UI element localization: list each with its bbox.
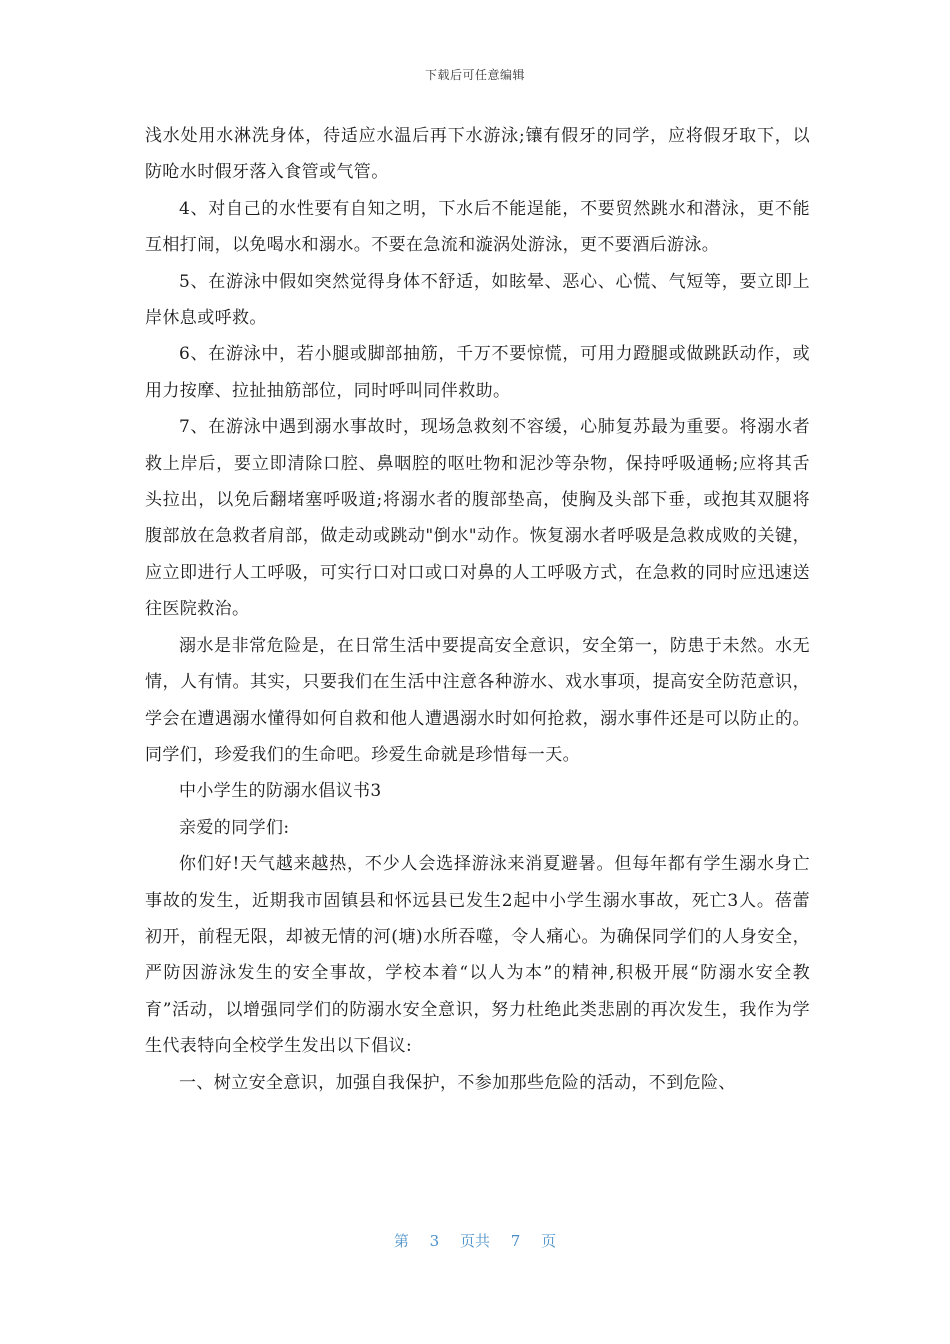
paragraph: 5、在游泳中假如突然觉得身体不舒适，如眩晕、恶心、心慌、气短等，要立即上岸休息或呼救。 [145,271,810,329]
paragraph: 6、在游泳中，若小腿或脚部抽筋，千万不要惊慌，可用力蹬腿或做跳跃动作，或用力按摩、拉扯抽筋部位，同时呼叫同伴救助。 [145,344,810,401]
header-note: 下载后可任意编辑 [424,68,525,82]
paragraph: 浅水处用水淋洗身体，待适应水温后再下水游泳;镶有假牙的同学，应将假牙取下，以防呛水时假牙落入食管或气管。 [145,126,810,183]
page-label-prefix: 第 [393,1232,409,1250]
paragraph: 7、在游泳中遇到溺水事故时，现场急救刻不容缓，心肺复苏最为重要。将溺水者救上岸后，要立即清除口腔、鼻咽腔的呕吐物和泥沙等杂物，保持呼吸通畅;应将其舌头拉出，以免后翻堵塞呼吸道;将溺水者的腹部垫高，使胸及头部下垂，或抱其双腿将腹部放在急救者肩部，做走动或跳动"倒水"动作。恢复溺水者呼吸是急救成败的关键，应立即进行人工呼吸，可实行口对口或口对鼻的人工呼吸方式，在急救的同时应迅速送往医院救治。 [145,417,810,620]
total-page-number: 7 [510,1232,521,1250]
document-body [145,118,810,1101]
current-page-number: 3 [429,1232,440,1250]
paragraph: 你们好!天气越来越热，不少人会选择游泳来消夏避暑。但每年都有学生溺水身亡事故的发生，近期我市固镇县和怀远县已发生2起中小学生溺水事故，死亡3人。蓓蕾初开，前程无限，却被无情的河(塘)水所吞噬，令人痛心。为确保同学们的人身安全，严防因游泳发生的安全事故，学校本着“以人为本”的精神,积极开展“防溺水安全教育”活动，以增强同学们的防溺水安全意识，努力杜绝此类悲剧的再次发生，我作为学生代表特向全校学生发出以下倡议: [145,854,810,1057]
section-heading: 中小学生的防溺水倡议书3 [179,781,382,802]
page-label-suffix: 页 [541,1232,557,1250]
salutation: 亲爱的同学们: [179,817,290,838]
paragraph: 4、对自己的水性要有自知之明，下水后不能逞能，不要贸然跳水和潜泳，更不能互相打闹，以免喝水和溺水。不要在急流和漩涡处游泳，更不要酒后游泳。 [145,198,810,256]
paragraph: 一、树立安全意识，加强自我保护，不参加那些危险的活动，不到危险、 [179,1072,736,1093]
paragraph: 溺水是非常危险是，在日常生活中要提高安全意识，安全第一，防患于未然。水无情，人有情。其实，只要我们在生活中注意各种游水、戏水事项，提高安全防范意识，学会在遭遇溺水懂得如何自救和他人遭遇溺水时如何抢救，溺水事件还是可以防止的。同学们，珍爱我们的生命吧。珍爱生命就是珍惜每一天。 [145,635,810,765]
page-label-middle: 页共 [459,1232,490,1250]
page-number-footer [0,1230,950,1251]
